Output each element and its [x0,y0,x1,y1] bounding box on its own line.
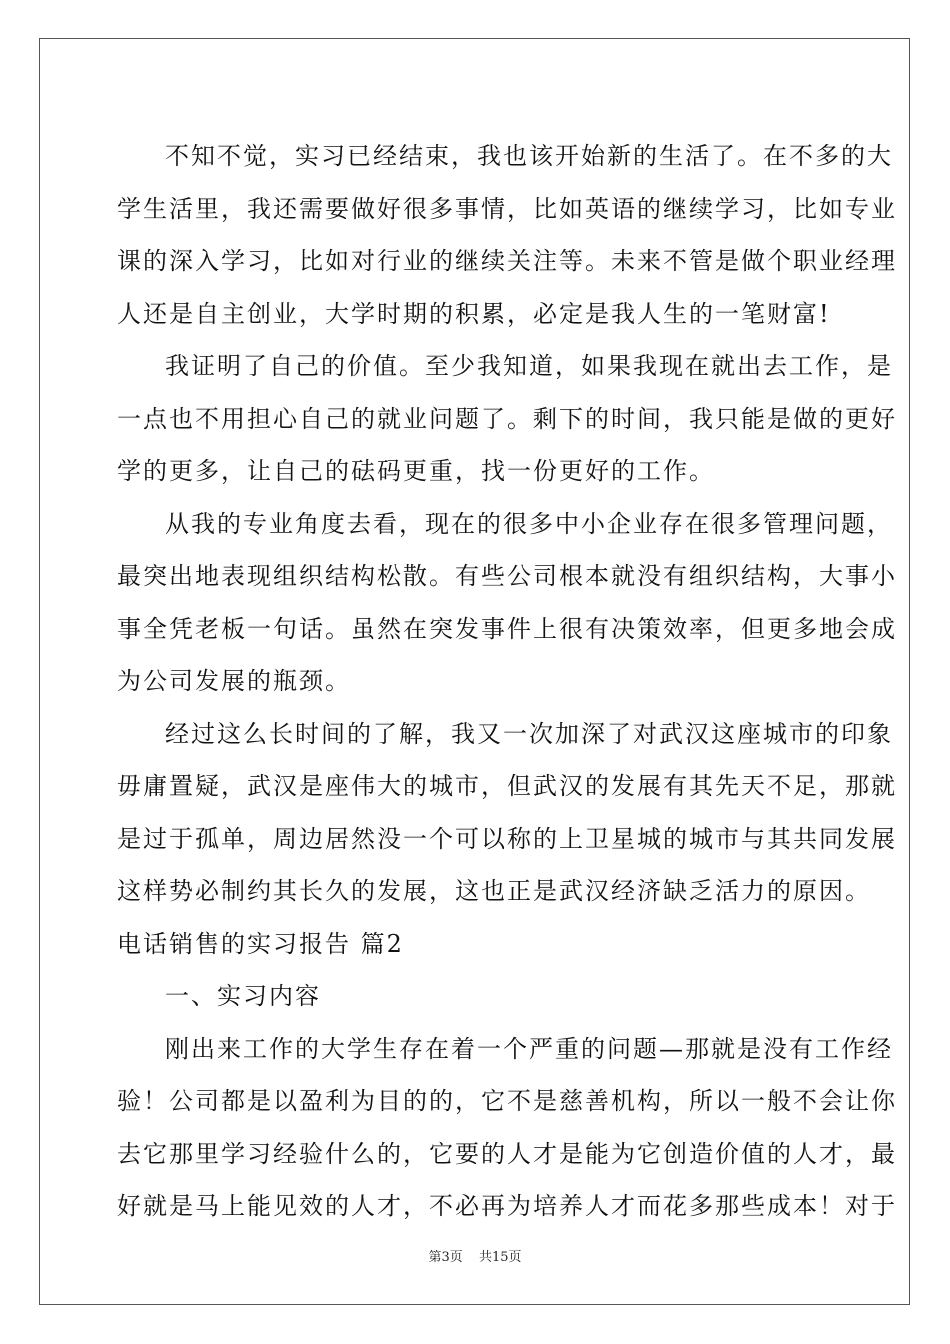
text-line: 是过于孤单，周边居然没一个可以称的上卫星城的城市与其共同发展 [117,824,897,853]
document-body [117,130,897,1233]
text-line: 经过这么长时间的了解，我又一次加深了对武汉这座城市的印象 [165,719,893,748]
text-line: 一点也不用担心自己的就业问题了。剩下的时间，我只能是做的更好 [117,404,897,433]
text-line: 课的深入学习，比如对行业的继续关注等。未来不管是做个职业经理 [117,247,897,275]
text-line: 这样势必制约其长久的发展，这也正是武汉经济缺乏活力的原因。 [117,877,871,905]
text-line: 事全凭老板一句话。虽然在突发事件上很有决策效率，但更多地会成 [117,614,897,643]
text-line: 从我的专业角度去看，现在的很多中小企业存在很多管理问题， [165,509,893,538]
text-line: 我证明了自己的价值。至少我知道，如果我现在就出去工作，是 [165,352,893,380]
text-line: 不知不觉，实习已经结束，我也该开始新的生活了。在不多的大 [165,142,893,170]
text-line: 验！公司都是以盈利为目的的，它不是慈善机构，所以一般不会让你 [117,1087,897,1115]
text-line: 一、实习内容 [165,982,321,1010]
page-total: 共15页 [478,1250,522,1265]
text-line: 去它那里学习经验什么的，它要的人才是能为它创造价值的人才，最 [117,1139,897,1168]
text-line: 学生活里，我还需要做好很多事情，比如英语的继续学习，比如专业 [117,194,897,223]
page-footer [0,1246,950,1265]
text-line: 电话销售的实习报告 篇2 [117,929,404,958]
text-line: 毋庸置疑，武汉是座伟大的城市，但武汉的发展有其先天不足，那就 [117,772,897,800]
text-line: 人还是自主创业，大学时期的积累，必定是我人生的一笔财富! [117,299,831,328]
text-line: 为公司发展的瓶颈。 [117,667,351,695]
page-number: 第3页 [428,1250,463,1265]
text-line: 最突出地表现组织结构松散。有些公司根本就没有组织结构，大事小 [117,562,897,590]
text-line: 好就是马上能见效的人才，不必再为培养人才而花多那些成本！对于 [117,1192,897,1220]
text-line: 学的更多，让自己的砝码更重，找一份更好的工作。 [117,457,715,485]
text-line: 刚出来工作的大学生存在着一个严重的问题—那就是没有工作经 [165,1034,893,1063]
